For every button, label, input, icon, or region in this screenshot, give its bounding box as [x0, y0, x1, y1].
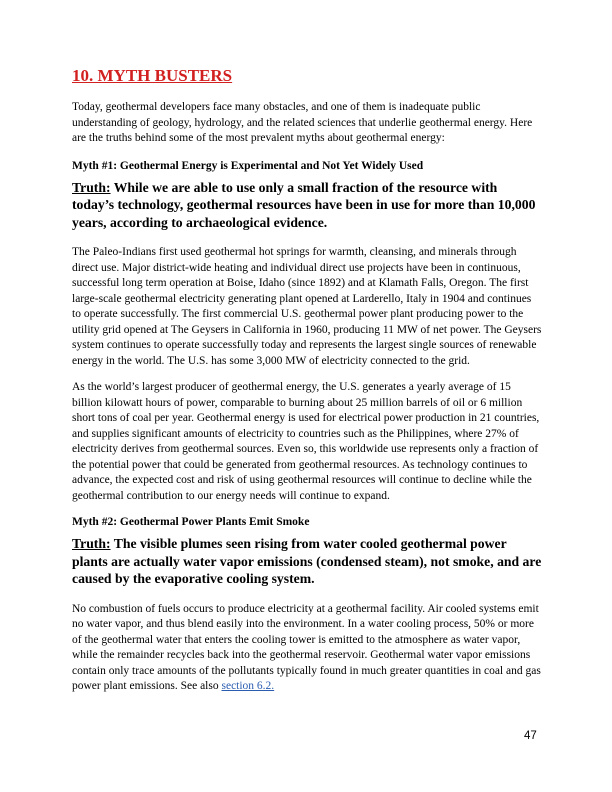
truth-text: While we are able to use only a small fraction of the resource with today’s technology, geothermal resources have been in use for more than 10,000 years, according to archaeological evidence. [72, 179, 536, 230]
section-6-2-link[interactable]: section 6.2. [221, 680, 275, 692]
myth-2-paragraph-text: No combustion of fuels occurs to produce electricity at a geothermal facility. Air cooled systems emit no water vapor, and thus blend easily into the environment. In a water cooling process, 50% or more of the geothermal water that enters the cooling tower is emitted to the atmosphere as water vapor, while the remainder recycles back into the geothermal reservoir. Geothermal water vapor emissions contain only trace amounts of the pollutants typically found in much greater quantities in coal and gas power plant emissions. See also [72, 602, 541, 692]
myth-1-paragraph-2: As the world’s largest producer of geothermal energy, the U.S. generates a yearly average of 15 billion kilowatt hours of power, comparable to burning about 25 million barrels of oil or 6 million short tons of coal per year. Geothermal energy is used for electrical power production in 21 countries, and supplies significant amounts of electricity to countries such as the Philippines, where 27% of electricity derives from geothermal sources. Even so, this worldwide use represents only a fraction of the potential power that could be generated from geothermal resources. As technology continues to advance, the expected cost and risk of using geothermal resources will continue to decline while the geothermal contribution to our energy needs will continue to expand. [72, 381, 540, 502]
myth-1-heading: Myth #1: Geothermal Energy is Experimental and Not Yet Widely Used [72, 159, 424, 172]
intro-paragraph: Today, geothermal developers face many obstacles, and one of them is inadequate public understanding of geology, hydrology, and the related sciences that underlie geothermal energy. Here are the truths behind some of the most prevalent myths about geothermal energy: [72, 101, 533, 144]
myth-1-paragraph-1: The Paleo-Indians first used geothermal hot springs for warmth, cleansing, and minerals through direct use. Major district-wide heating and individual direct use projects have been in continuous, successful long term operation at Boise, Idaho (since 1892) and at Klamath Falls, Oregon. The first large-scale geothermal electricity generating plant opened at Larderello, Italy in 1904 and continues to operate successfully. The first commercial U.S. geothermal power plant producing power to the utility grid opened at The Geysers in California in 1960, producing 11 MW of net power. The Geysers system continues to operate successfully today and represents the largest single sources of renewable energy in the world. The U.S. has some 3,000 MW of electricity connected to the grid. [72, 246, 542, 367]
page-number: 47 [524, 730, 537, 742]
truth-label: Truth: [72, 536, 111, 551]
myth-1-truth [72, 179, 542, 232]
document-page [72, 66, 542, 705]
myth-2-truth [72, 535, 542, 588]
myth-2-heading: Myth #2: Geothermal Power Plants Emit Smoke [72, 516, 310, 528]
section-title: 10. MYTH BUSTERS [72, 66, 233, 85]
myth-2-paragraph [72, 602, 542, 695]
truth-label: Truth: [72, 179, 111, 195]
truth-text: The visible plumes seen rising from water cooled geothermal power plants are actually water vapor emissions (condensed steam), not smoke, and are caused by the evaporative cooling system. [72, 536, 542, 586]
